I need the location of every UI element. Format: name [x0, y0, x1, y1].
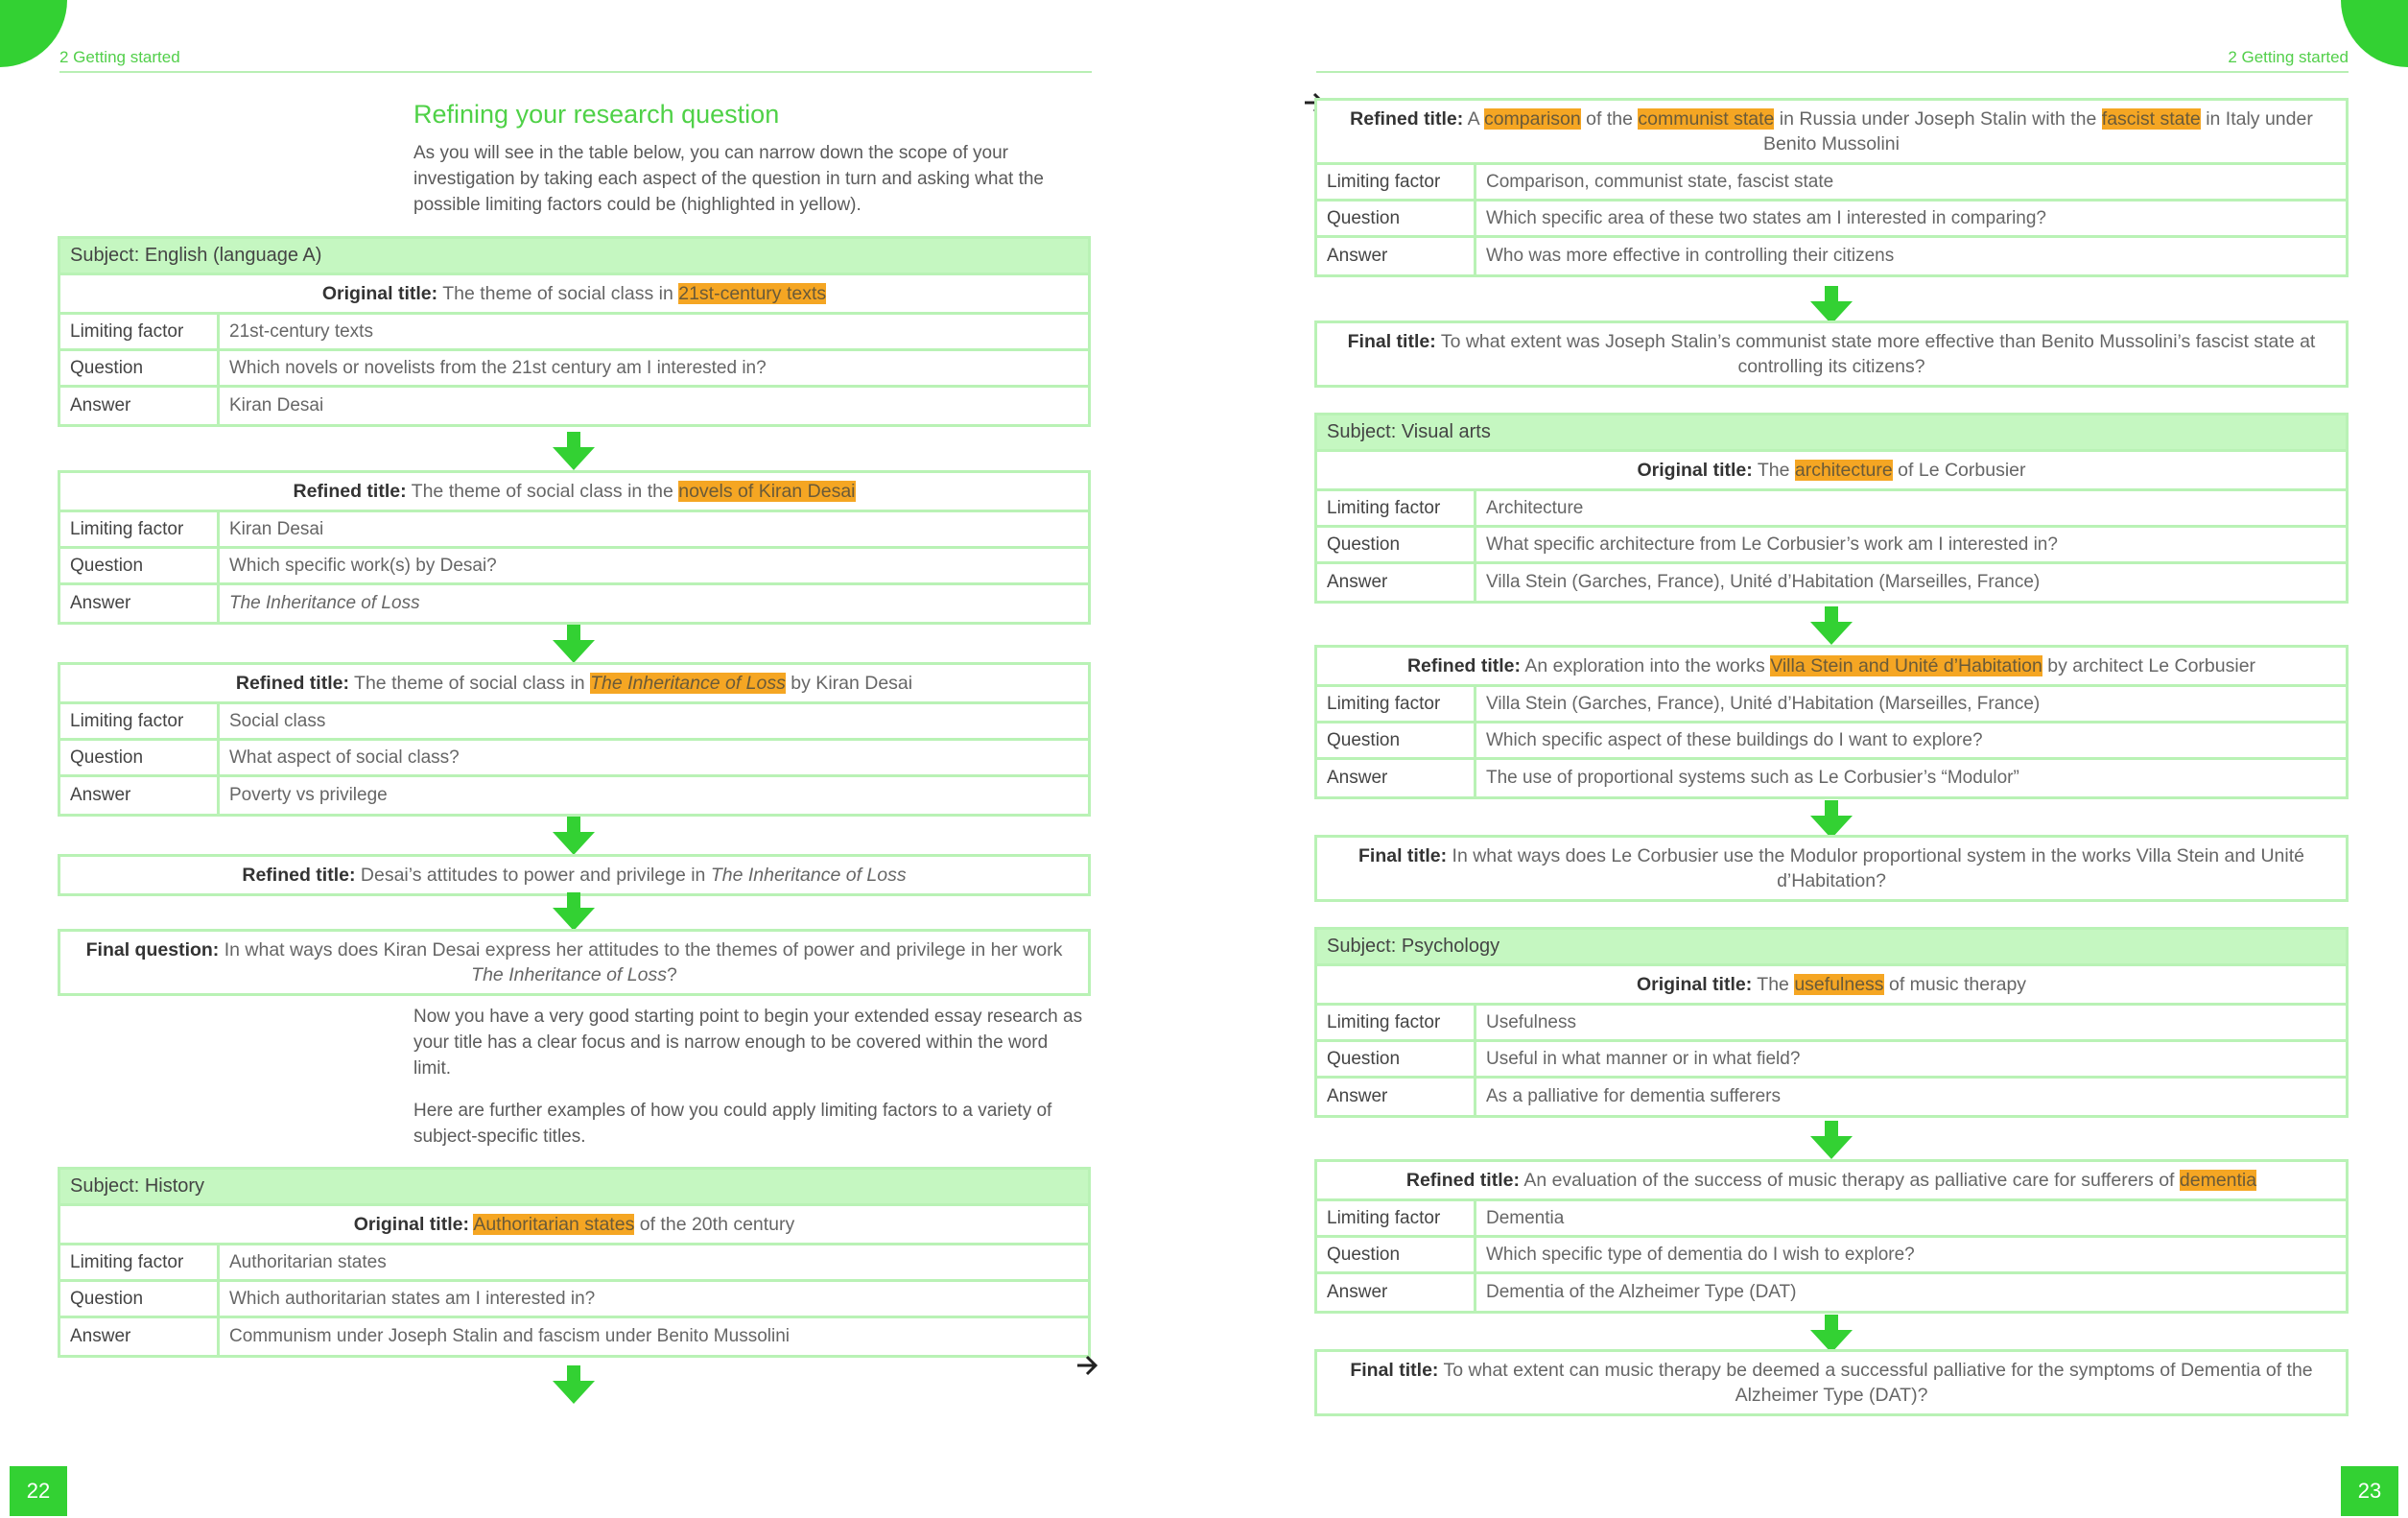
table-row: Answer Kiran Desai	[60, 388, 1088, 424]
table-row: Question Which specific area of these two states am I interested in comparing?	[1317, 202, 2346, 238]
down-arrow-icon	[553, 625, 595, 663]
table-row: Limiting factor Kiran Desai	[60, 512, 1088, 549]
final-question-row: Final question: In what ways does Kiran Desai express her attitudes to the themes of power and privilege in her work The Inheritance of Loss?	[85, 939, 1063, 985]
highlight: usefulness	[1794, 974, 1884, 995]
refined-title-row: Refined title: Desai’s attitudes to power and privilege in The Inheritance of Loss	[242, 865, 907, 886]
refined-title-row: Refined title: An evaluation of the success of music therapy as palliative care for sufferers of dementia	[1317, 1162, 2346, 1201]
table-row: Answer Communism under Joseph Stalin and fascism under Benito Mussolini	[60, 1318, 1088, 1355]
history-table-refined	[1314, 98, 2349, 277]
english-refined-title-3	[58, 854, 1091, 896]
table-row: Limiting factor Social class	[60, 704, 1088, 741]
table-row: Question Which specific type of dementia do I wish to explore?	[1317, 1238, 2346, 1274]
refined-title-row: Refined title: The theme of social class in The Inheritance of Loss by Kiran Desai	[60, 665, 1088, 704]
page-number-left: 22	[10, 1466, 67, 1516]
table-row: Limiting factor Comparison, communist state, fascist state	[1317, 165, 2346, 202]
down-arrow-icon	[1810, 800, 1853, 839]
refined-title-row: Refined title: The theme of social class in the novels of Kiran Desai	[60, 473, 1088, 512]
highlight: comparison	[1483, 108, 1581, 130]
highlight: Villa Stein and Unité d’Habitation	[1770, 655, 2042, 676]
down-arrow-icon	[553, 817, 595, 855]
english-table-refined-1	[58, 470, 1091, 625]
history-final-title	[1314, 320, 2349, 388]
body-paragraph-2: Now you have a very good starting point to begin your extended essay research as your title has a clear focus and is narrow enough to be covered within the word limit.	[413, 1007, 1083, 1079]
down-arrow-icon	[553, 432, 595, 470]
psychology-final-title	[1314, 1349, 2349, 1416]
running-head-left: 2 Getting started	[59, 48, 180, 66]
original-title-row: Original title: The usefulness of music therapy	[1317, 966, 2346, 1006]
down-arrow-icon	[1810, 1121, 1853, 1159]
visual-arts-table-original	[1314, 413, 2349, 604]
subject-header: Subject: Psychology	[1317, 930, 2346, 966]
down-arrow-icon	[1810, 286, 1853, 324]
down-arrow-icon	[1810, 606, 1853, 645]
body-paragraph-3: Here are further examples of how you could apply limiting factors to a variety of subject-specific titles.	[413, 1101, 1052, 1147]
table-row: Question Which specific work(s) by Desai?	[60, 549, 1088, 585]
corner-decoration-left	[0, 0, 67, 67]
down-arrow-icon	[1810, 1315, 1853, 1353]
highlight: fascist state	[2101, 108, 2201, 130]
subject-header: Subject: Visual arts	[1317, 415, 2346, 452]
original-title-row: Original title: The theme of social class in 21st-century texts	[60, 275, 1088, 315]
psychology-table-refined	[1314, 1159, 2349, 1314]
header-rule-right	[1316, 71, 2349, 73]
original-title-row: Original title: The architecture of Le Corbusier	[1317, 452, 2346, 491]
table-row: Question What specific architecture from Le Corbusier’s work am I interested in?	[1317, 528, 2346, 564]
corner-decoration-right	[2341, 0, 2408, 67]
refined-title-row: Refined title: An exploration into the works Villa Stein and Unité d’Habitation by architect Le Corbusier	[1317, 648, 2346, 687]
highlight: architecture	[1794, 460, 1893, 481]
refined-title-row: Refined title: A comparison of the communist state in Russia under Joseph Stalin with the fascist state in Italy under Benito Mussolini	[1317, 101, 2346, 165]
page-number-right: 23	[2341, 1466, 2398, 1516]
continue-arrow-icon	[1074, 1353, 1099, 1378]
highlight: Authoritarian states	[473, 1214, 635, 1235]
subject-header: Subject: English (language A)	[60, 239, 1088, 275]
down-arrow-icon	[553, 1365, 595, 1404]
english-final-question	[58, 929, 1091, 996]
table-row: Answer Villa Stein (Garches, France), Unité d’Habitation (Marseilles, France)	[1317, 564, 2346, 601]
highlight: dementia	[2179, 1170, 2257, 1191]
table-row: Answer Poverty vs privilege	[60, 777, 1088, 814]
original-title-row: Original title: Authoritarian states of the 20th century	[60, 1206, 1088, 1245]
intro-paragraph: As you will see in the table below, you can narrow down the scope of your investigation by taking each aspect of the question in turn and asking what the possible limiting factors could be (highlighted in yellow).	[413, 143, 1044, 215]
english-table-original	[58, 236, 1091, 427]
highlight: communist state	[1638, 108, 1775, 130]
table-row: Question Which novels or novelists from the 21st century am I interested in?	[60, 351, 1088, 388]
table-row: Limiting factor Architecture	[1317, 491, 2346, 528]
english-table-refined-2	[58, 662, 1091, 817]
visual-arts-table-refined	[1314, 645, 2349, 799]
final-title-row: Final title: To what extent was Joseph Stalin’s communist state more effective than Benito Mussolini’s fascist state at controlling its citizens?	[1347, 331, 2316, 377]
down-arrow-icon	[553, 892, 595, 931]
final-title-row: Final title: To what extent can music therapy be deemed a successful palliative for the symptoms of Dementia of the Alzheimer Type (DAT)?	[1350, 1360, 2313, 1406]
table-row: Limiting factor Villa Stein (Garches, France), Unité d’Habitation (Marseilles, France)	[1317, 687, 2346, 723]
visual-arts-final-title	[1314, 835, 2349, 902]
running-head-right: 2 Getting started	[2228, 48, 2349, 66]
header-rule-left	[59, 71, 1092, 73]
table-row: Answer The Inheritance of Loss	[60, 585, 1088, 622]
subject-header: Subject: History	[60, 1170, 1088, 1206]
highlight: The Inheritance of Loss	[590, 673, 786, 694]
table-row: Question Useful in what manner or in what field?	[1317, 1042, 2346, 1079]
table-row: Question Which specific aspect of these buildings do I want to explore?	[1317, 723, 2346, 760]
highlight: 21st-century texts	[678, 283, 827, 304]
psychology-table-original	[1314, 927, 2349, 1118]
table-row: Limiting factor Usefulness	[1317, 1006, 2346, 1042]
table-row: Answer Dementia of the Alzheimer Type (DAT)	[1317, 1274, 2346, 1311]
table-row: Answer The use of proportional systems such as Le Corbusier’s “Modulor”	[1317, 760, 2346, 796]
history-table-original	[58, 1167, 1091, 1358]
table-row: Question Which authoritarian states am I interested in?	[60, 1282, 1088, 1318]
table-row: Limiting factor Authoritarian states	[60, 1245, 1088, 1282]
table-row: Limiting factor 21st-century texts	[60, 315, 1088, 351]
section-heading: Refining your research question	[413, 100, 780, 129]
table-row: Answer As a palliative for dementia sufferers	[1317, 1079, 2346, 1115]
final-title-row: Final title: In what ways does Le Corbusier use the Modulor proportional system in the works Villa Stein and Unité d’Habitation?	[1358, 845, 2304, 891]
table-row: Answer Who was more effective in controlling their citizens	[1317, 238, 2346, 274]
table-row: Question What aspect of social class?	[60, 741, 1088, 777]
highlight: novels of Kiran Desai	[678, 481, 856, 502]
table-row: Limiting factor Dementia	[1317, 1201, 2346, 1238]
